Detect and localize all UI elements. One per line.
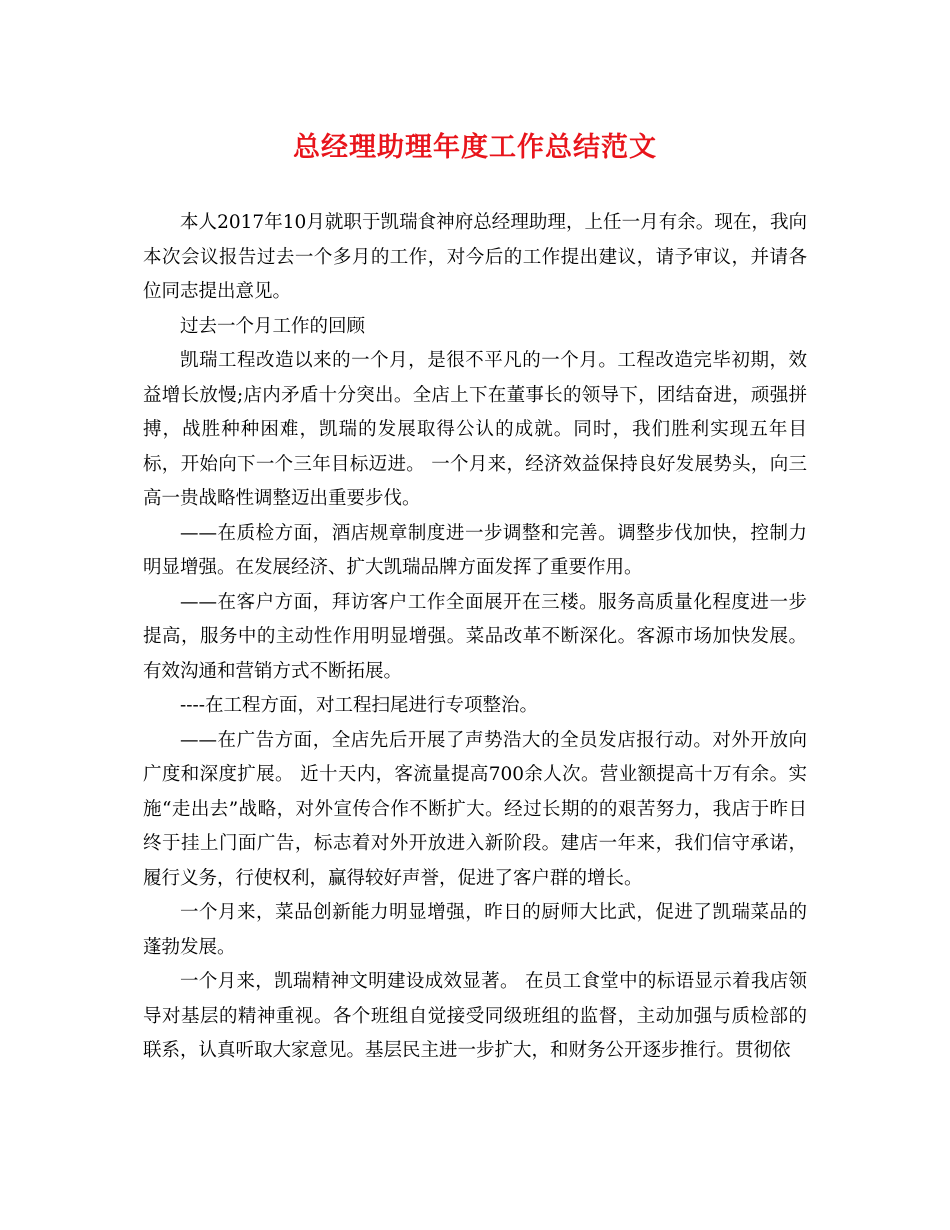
paragraph-spiritual-civilization: 一个月来，凯瑞精神文明建设成效显著。 在员工食堂中的标语显示着我店领导对基层的精神重视。各个班组自觉接受同级班组的监督，主动加强与质检部的联系，认真听取大家意见。基层民主进一步扩大，和财务公开逐步推行。贯彻依 [143,971,807,1061]
paragraph-intro: 本人2017年10月就职于凯瑞食神府总经理助理，上任一月有余。现在，我向本次会议报告过去一个多月的工作，对今后的工作提出建议，请予审议，并请各位同志提出意见。 [143,212,807,302]
document-title: 总经理助理年度工作总结范文 [293,132,657,163]
paragraph-advertising: ——在广告方面，全店先后开展了声势浩大的全员发店报行动。对外开放向广度和深度扩展。 近十天内，客流量提高700余人次。营业额提高十万有余。实施“走出去”战略，对外宣传合作不断扩大。经过长期的的艰苦努力，我店于昨日终于挂上门面广告，标志着对外开放进入新阶段。建店一年来，我们信守承诺，履行义务，行使权利，赢得较好声誉，促进了客户群的增长。 [143,729,807,889]
document-body [143,206,807,1069]
paragraph-quality-inspection: ——在质检方面，酒店规章制度进一步调整和完善。调整步伐加快，控制力明显增强。在发展经济、扩大凯瑞品牌方面发挥了重要作用。 [143,522,807,578]
paragraph-dish-innovation: 一个月来，菜品创新能力明显增强，昨日的厨师大比武，促进了凯瑞菜品的蓬勃发展。 [143,902,807,958]
paragraph-engineering-overview: 凯瑞工程改造以来的一个月，是很不平凡的一个月。工程改造完毕初期，效益增长放慢;店内矛盾十分突出。全店上下在董事长的领导下，团结奋进，顽强拼搏，战胜种种困难，凯瑞的发展取得公认的成就。同时，我们胜利实现五年目标，开始向下一个三年目标迈进。 一个月来，经济效益保持良好发展势头，向三高一贵战略性调整迈出重要步伐。 [143,350,807,509]
paragraph-customers: ——在客户方面，拜访客户工作全面展开在三楼。服务高质量化程度进一步提高，服务中的主动性作用明显增强。菜品改革不断深化。客源市场加快发展。有效沟通和营销方式不断拓展。 [143,591,807,682]
section-heading-review: 过去一个月工作的回顾 [180,315,366,337]
paragraph-engineering: ----在工程方面，对工程扫尾进行专项整治。 [180,695,539,716]
